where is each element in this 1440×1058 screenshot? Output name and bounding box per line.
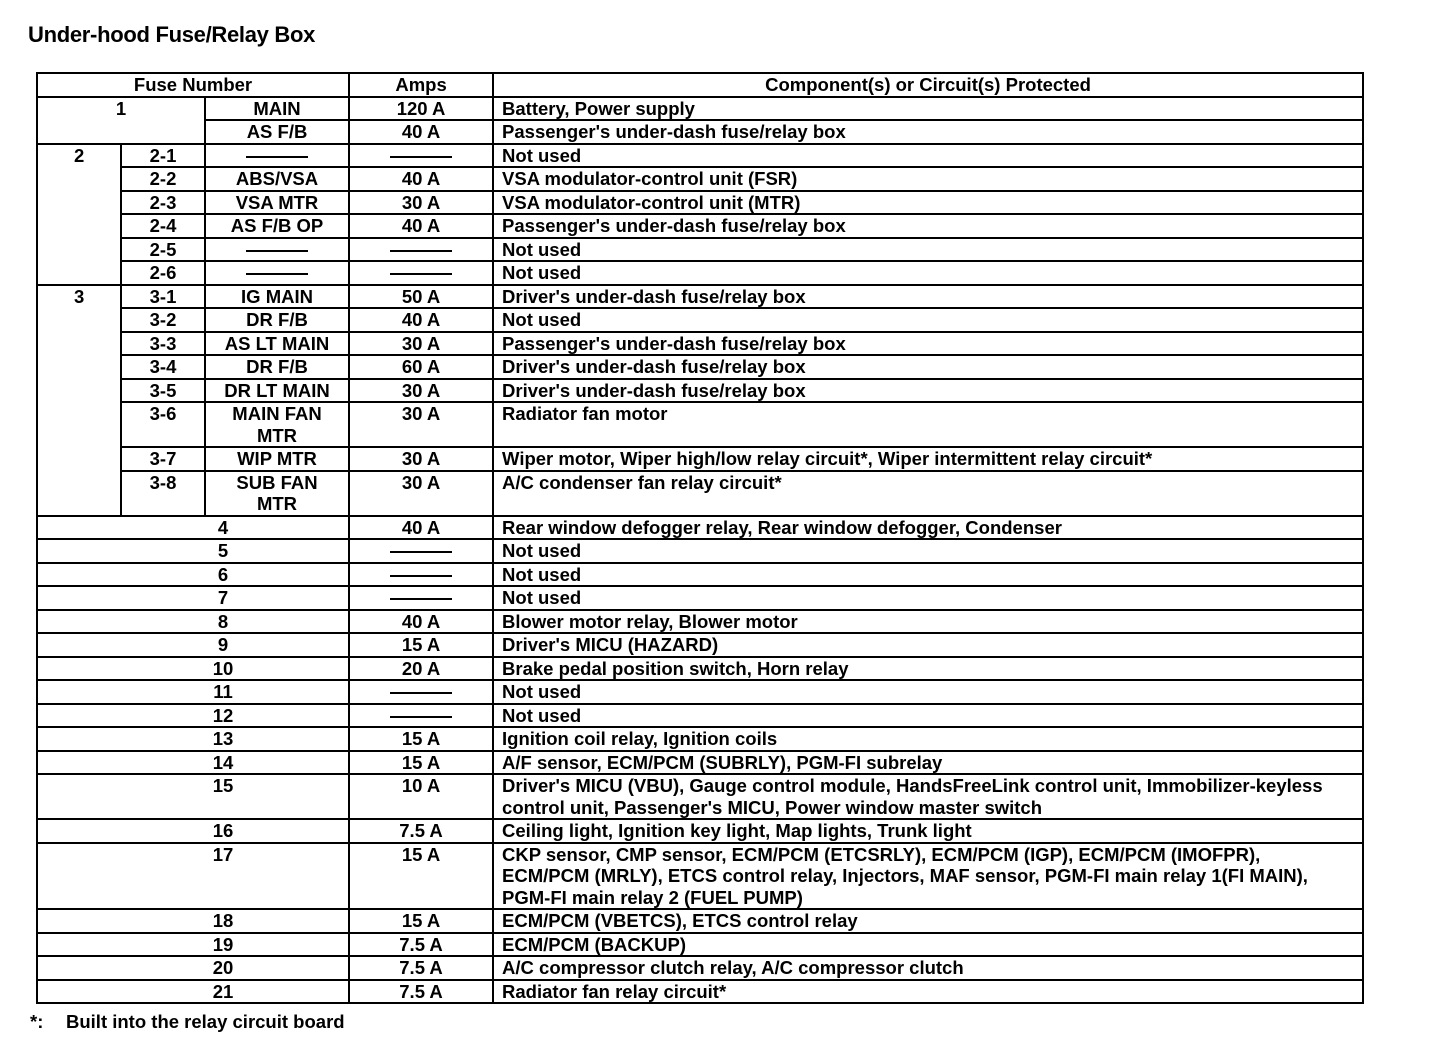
fuse-group-number: 3 xyxy=(37,285,121,516)
table-row xyxy=(37,332,1363,356)
fuse-amps: 15 A xyxy=(349,633,493,657)
fuse-number: 10 xyxy=(37,657,349,681)
fuse-amps: 60 A xyxy=(349,355,493,379)
fuse-component: Passenger's under-dash fuse/relay box xyxy=(493,214,1363,238)
table-row xyxy=(37,980,1363,1004)
fuse-number: 5 xyxy=(37,539,349,563)
fuse-sub-number: 2-2 xyxy=(121,167,205,191)
fuse-component: Battery, Power supply xyxy=(493,97,1363,121)
fuse-component: Not used xyxy=(493,238,1363,262)
fuse-name: AS F/B OP xyxy=(205,214,349,238)
table-row xyxy=(37,355,1363,379)
fuse-number: 16 xyxy=(37,819,349,843)
fuse-amps xyxy=(349,563,493,587)
table-row xyxy=(37,214,1363,238)
table-row xyxy=(37,956,1363,980)
fuse-number: 12 xyxy=(37,704,349,728)
fuse-name: SUB FAN xyxy=(205,471,349,494)
fuse-number: 1 xyxy=(37,97,205,144)
fuse-amps: 20 A xyxy=(349,657,493,681)
fuse-amps: 50 A xyxy=(349,285,493,309)
fuse-component: Brake pedal position switch, Horn relay xyxy=(493,657,1363,681)
fuse-name: DR F/B xyxy=(205,308,349,332)
fuse-component: Passenger's under-dash fuse/relay box xyxy=(493,120,1363,144)
fuse-number: 8 xyxy=(37,610,349,634)
table-row xyxy=(37,563,1363,587)
fuse-component: A/F sensor, ECM/PCM (SUBRLY), PGM-FI subrelay xyxy=(493,751,1363,775)
fuse-number: 19 xyxy=(37,933,349,957)
fuse-name: AS LT MAIN xyxy=(205,332,349,356)
fuse-amps xyxy=(349,261,493,285)
fuse-number: 14 xyxy=(37,751,349,775)
table-header-row xyxy=(37,73,1363,97)
fuse-amps: 40 A xyxy=(349,308,493,332)
table-row xyxy=(37,402,1363,425)
fuse-amps: 30 A xyxy=(349,379,493,403)
fuse-amps: 120 A xyxy=(349,97,493,121)
fuse-number: 9 xyxy=(37,633,349,657)
fuse-name: WIP MTR xyxy=(205,447,349,471)
fuse-component: Rear window defogger relay, Rear window defogger, Condenser xyxy=(493,516,1363,540)
fuse-name: AS F/B xyxy=(205,120,349,144)
fuse-component: Not used xyxy=(493,563,1363,587)
fuse-component: VSA modulator-control unit (MTR) xyxy=(493,191,1363,215)
amps-header: Amps xyxy=(349,73,493,97)
fuse-amps xyxy=(349,144,493,168)
fuse-amps: 30 A xyxy=(349,332,493,356)
fuse-sub-number: 2-4 xyxy=(121,214,205,238)
fuse-amps: 7.5 A xyxy=(349,980,493,1004)
fuse-amps xyxy=(349,704,493,728)
fuse-name: MAIN xyxy=(205,97,349,121)
fuse-component: CKP sensor, CMP sensor, ECM/PCM (ETCSRLY), ECM/PCM (IGP), ECM/PCM (IMOFPR), ECM/PCM (MRLY), ETCS control relay, Injectors, MAF sensor, PGM-FI main relay 1(FI MAIN), PGM-FI main relay 2 (FUEL PUMP) xyxy=(493,843,1363,910)
fuse-amps: 40 A xyxy=(349,610,493,634)
table-row xyxy=(37,120,1363,144)
fuse-number: 6 xyxy=(37,563,349,587)
fuse-component: VSA modulator-control unit (FSR) xyxy=(493,167,1363,191)
fuse-component: A/C condenser fan relay circuit* xyxy=(493,471,1363,516)
table-row xyxy=(37,819,1363,843)
fuse-sub-number: 2-6 xyxy=(121,261,205,285)
fuse-component: Driver's under-dash fuse/relay box xyxy=(493,355,1363,379)
dash-mark xyxy=(390,250,452,252)
table-row xyxy=(37,586,1363,610)
table-row xyxy=(37,191,1363,215)
table-row xyxy=(37,539,1363,563)
fuse-number: 11 xyxy=(37,680,349,704)
table-row xyxy=(37,657,1363,681)
table-row xyxy=(37,633,1363,657)
footnote xyxy=(30,1011,345,1033)
fuse-amps xyxy=(349,539,493,563)
footnote-symbol: *: xyxy=(30,1011,44,1032)
fuse-component: Not used xyxy=(493,586,1363,610)
fuse-name: IG MAIN xyxy=(205,285,349,309)
fuse-number: 13 xyxy=(37,727,349,751)
fuse-amps: 40 A xyxy=(349,214,493,238)
fuse-name: MTR xyxy=(205,493,349,516)
fuse-amps: 7.5 A xyxy=(349,933,493,957)
fuse-amps: 30 A xyxy=(349,471,493,516)
fuse-name: DR F/B xyxy=(205,355,349,379)
fuse-name xyxy=(205,238,349,262)
fuse-amps: 7.5 A xyxy=(349,819,493,843)
table-row xyxy=(37,308,1363,332)
table-row xyxy=(37,680,1363,704)
table-row xyxy=(37,751,1363,775)
table-row xyxy=(37,167,1363,191)
footnote-text: Built into the relay circuit board xyxy=(66,1011,345,1032)
table-row xyxy=(37,97,1363,121)
fuse-amps: 30 A xyxy=(349,191,493,215)
fuse-amps: 40 A xyxy=(349,120,493,144)
table-row xyxy=(37,516,1363,540)
fuse-component: Driver's under-dash fuse/relay box xyxy=(493,285,1363,309)
fuse-sub-number: 3-5 xyxy=(121,379,205,403)
fuse-sub-number: 3-2 xyxy=(121,308,205,332)
fuse-sub-number: 2-3 xyxy=(121,191,205,215)
fuse-amps: 40 A xyxy=(349,167,493,191)
fuse-name: VSA MTR xyxy=(205,191,349,215)
fuse-sub-number: 3-6 xyxy=(121,402,205,447)
dash-mark xyxy=(390,156,452,158)
fuse-name xyxy=(205,144,349,168)
page-title: Under-hood Fuse/Relay Box xyxy=(28,22,316,47)
fuse-amps: 30 A xyxy=(349,402,493,447)
fuse-number: 18 xyxy=(37,909,349,933)
fuse-component: Wiper motor, Wiper high/low relay circuit*, Wiper intermittent relay circuit* xyxy=(493,447,1363,471)
fuse-table xyxy=(36,72,1364,1004)
fuse-component: Not used xyxy=(493,144,1363,168)
fuse-component: ECM/PCM (VBETCS), ETCS control relay xyxy=(493,909,1363,933)
fuse-sub-number: 3-8 xyxy=(121,471,205,516)
fuse-number: 15 xyxy=(37,774,349,819)
fuse-number: 7 xyxy=(37,586,349,610)
table-row xyxy=(37,447,1363,471)
fuse-component: Blower motor relay, Blower motor xyxy=(493,610,1363,634)
fuse-number-header: Fuse Number xyxy=(37,73,349,97)
dash-mark xyxy=(390,598,452,600)
fuse-name xyxy=(205,261,349,285)
dash-mark xyxy=(390,575,452,577)
fuse-component: Passenger's under-dash fuse/relay box xyxy=(493,332,1363,356)
table-row xyxy=(37,144,1363,168)
fuse-amps: 15 A xyxy=(349,727,493,751)
fuse-component: Driver's MICU (HAZARD) xyxy=(493,633,1363,657)
dash-mark xyxy=(246,156,308,158)
fuse-sub-number: 3-4 xyxy=(121,355,205,379)
fuse-amps xyxy=(349,586,493,610)
fuse-number: 4 xyxy=(37,516,349,540)
fuse-amps: 15 A xyxy=(349,909,493,933)
dash-mark xyxy=(246,273,308,275)
fuse-group-number: 2 xyxy=(37,144,121,285)
fuse-sub-number: 3-1 xyxy=(121,285,205,309)
table-row xyxy=(37,843,1363,910)
fuse-sub-number: 3-7 xyxy=(121,447,205,471)
fuse-name: DR LT MAIN xyxy=(205,379,349,403)
fuse-amps: 15 A xyxy=(349,843,493,910)
fuse-number: 17 xyxy=(37,843,349,910)
fuse-amps: 40 A xyxy=(349,516,493,540)
fuse-component: Driver's MICU (VBU), Gauge control module, HandsFreeLink control unit, Immobilizer-keyless control unit, Passenger's MICU, Power window master switch xyxy=(493,774,1363,819)
fuse-amps: 7.5 A xyxy=(349,956,493,980)
fuse-name: ABS/VSA xyxy=(205,167,349,191)
fuse-name: MAIN FAN xyxy=(205,402,349,425)
table-row xyxy=(37,471,1363,494)
table-row xyxy=(37,704,1363,728)
fuse-component: Radiator fan motor xyxy=(493,402,1363,447)
fuse-sub-number: 2-5 xyxy=(121,238,205,262)
fuse-component: Ignition coil relay, Ignition coils xyxy=(493,727,1363,751)
fuse-number: 21 xyxy=(37,980,349,1004)
table-row xyxy=(37,261,1363,285)
table-row xyxy=(37,909,1363,933)
fuse-amps: 10 A xyxy=(349,774,493,819)
fuse-name: MTR xyxy=(205,425,349,448)
table-row xyxy=(37,285,1363,309)
fuse-amps xyxy=(349,680,493,704)
table-row xyxy=(37,238,1363,262)
fuse-component: ECM/PCM (BACKUP) xyxy=(493,933,1363,957)
fuse-number: 20 xyxy=(37,956,349,980)
dash-mark xyxy=(390,692,452,694)
fuse-sub-number: 3-3 xyxy=(121,332,205,356)
dash-mark xyxy=(390,716,452,718)
fuse-sub-number: 2-1 xyxy=(121,144,205,168)
fuse-component: Not used xyxy=(493,704,1363,728)
fuse-amps: 30 A xyxy=(349,447,493,471)
dash-mark xyxy=(246,250,308,252)
table-row xyxy=(37,610,1363,634)
fuse-component: Not used xyxy=(493,308,1363,332)
dash-mark xyxy=(390,551,452,553)
fuse-component: Not used xyxy=(493,539,1363,563)
table-row xyxy=(37,774,1363,819)
component-header: Component(s) or Circuit(s) Protected xyxy=(493,73,1363,97)
dash-mark xyxy=(390,273,452,275)
fuse-component: Not used xyxy=(493,261,1363,285)
fuse-amps: 15 A xyxy=(349,751,493,775)
fuse-component: Not used xyxy=(493,680,1363,704)
fuse-component: Ceiling light, Ignition key light, Map lights, Trunk light xyxy=(493,819,1363,843)
table-row xyxy=(37,933,1363,957)
fuse-component: Driver's under-dash fuse/relay box xyxy=(493,379,1363,403)
table-row xyxy=(37,379,1363,403)
fuse-component: Radiator fan relay circuit* xyxy=(493,980,1363,1004)
table-row xyxy=(37,727,1363,751)
fuse-amps xyxy=(349,238,493,262)
fuse-component: A/C compressor clutch relay, A/C compressor clutch xyxy=(493,956,1363,980)
